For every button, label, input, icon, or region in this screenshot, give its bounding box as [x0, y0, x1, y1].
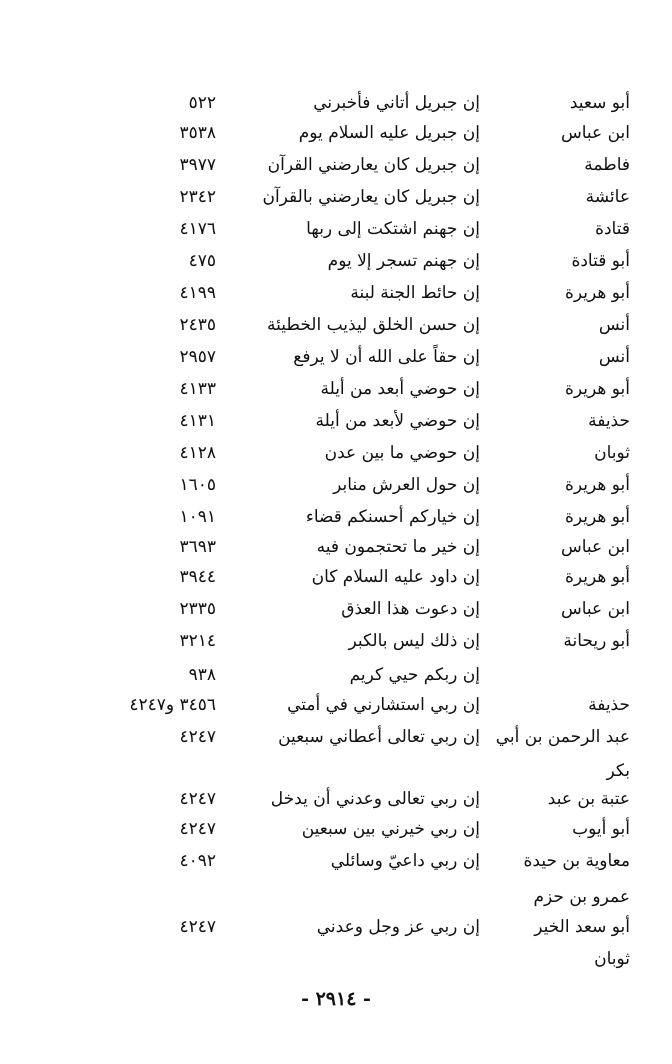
hadith-opening: إن حوضي لأبعد من أيلة	[315, 411, 480, 431]
page-number: - ٢٩١٤ -	[301, 988, 371, 1010]
hadith-opening: إن داود عليه السلام كان	[311, 567, 480, 587]
narrator-name: ابن عباس	[560, 123, 630, 143]
index-entry	[0, 532, 672, 562]
narrator-name: أبو قتادة	[571, 251, 630, 271]
hadith-opening: إن ربي داعيّ وسائلي	[330, 851, 480, 871]
index-entry	[0, 406, 672, 436]
hadith-number: ٣٩٤٤	[179, 567, 216, 587]
narrator-name: عمرو بن حزم	[533, 887, 630, 907]
index-entry	[0, 88, 672, 118]
index-entry	[0, 342, 672, 372]
hadith-opening: إن حائط الجنة لبنة	[350, 283, 480, 303]
hadith-opening: إن حول العرش منابر	[333, 475, 480, 495]
index-entry	[0, 690, 672, 720]
hadith-opening: إن جبريل كان يعارضني القرآن	[267, 155, 480, 175]
hadith-number: ٣٦٩٣	[179, 537, 216, 557]
narrator-name: أبو هريرة	[564, 507, 630, 527]
narrator-name: ثوبان	[594, 443, 630, 463]
hadith-number: ٩٣٨	[188, 665, 216, 685]
hadith-opening: إن خير ما تحتجمون فيه	[316, 537, 480, 557]
hadith-opening: إن جهنم تسجر إلا يوم	[327, 251, 480, 271]
hadith-number: ٤٢٤٧	[179, 789, 216, 809]
narrator-name: معاوية بن حيدة	[523, 851, 630, 871]
narrator-name: أنس	[598, 315, 630, 335]
hadith-opening: إن حسن الخلق ليذيب الخطيئة	[267, 315, 480, 335]
hadith-number: ٤١٣٣	[179, 379, 216, 399]
narrator-name: أبو أيوب	[572, 819, 630, 839]
hadith-opening: إن ربي استشارني في أمتي	[287, 695, 480, 715]
hadith-opening: إن حقاً على الله أن لا يرفع	[293, 347, 480, 367]
index-entry	[0, 214, 672, 244]
index-entry	[0, 118, 672, 148]
hadith-number: ٤١٢٨	[179, 443, 216, 463]
narrator-name: أبو هريرة	[564, 379, 630, 399]
index-entry	[0, 944, 672, 974]
narrator-name: قتادة	[595, 219, 630, 239]
narrator-name: حذيفة	[588, 695, 630, 715]
hadith-opening: إن جبريل أتاني فأخبرني	[313, 93, 480, 113]
hadith-opening: إن ربكم حيي كريم	[349, 665, 480, 685]
hadith-opening: إن دعوت هذا العذق	[341, 599, 480, 619]
narrator-name: عائشة	[585, 187, 630, 207]
hadith-number: ٤٢٤٧	[179, 819, 216, 839]
narrator-name: عتبة بن عبد	[547, 789, 630, 809]
index-entry	[0, 150, 672, 180]
index-entry	[0, 182, 672, 212]
narrator-name: أنس	[598, 347, 630, 367]
hadith-opening: إن جبريل كان يعارضني بالقرآن	[262, 187, 480, 207]
index-entry	[0, 594, 672, 624]
narrator-name: عبد الرحمن بن أبي	[495, 727, 630, 747]
index-entry	[0, 846, 672, 876]
hadith-number: ٤١٣١	[179, 411, 216, 431]
narrator-name: أبو سعيد	[569, 93, 630, 113]
hadith-number: ١٦٠٥	[179, 475, 216, 495]
narrator-name: أبو هريرة	[564, 283, 630, 303]
hadith-number: ٢٣٤٢	[179, 187, 216, 207]
index-entry	[0, 562, 672, 592]
hadith-number: ٢٣٣٥	[179, 599, 216, 619]
hadith-number: ٤٠٩٢	[179, 851, 216, 871]
hadith-opening: إن ربي خيرني بين سبعين	[301, 819, 480, 839]
narrator-name: أبو ريحانة	[563, 631, 630, 651]
hadith-opening: إن حوضي ما بين عدن	[324, 443, 480, 463]
index-entry	[0, 310, 672, 340]
index-entry	[0, 374, 672, 404]
hadith-number: ٣٤٥٦ و٤٢٤٧	[129, 695, 216, 715]
hadith-number: ٤٢٤٧	[179, 917, 216, 937]
index-entry	[0, 912, 672, 942]
narrator-name: بكر	[606, 761, 630, 781]
hadith-number: ٤٢٤٧	[179, 727, 216, 747]
index-entry	[0, 502, 672, 532]
hadith-opening: إن حوضي أبعد من أيلة	[320, 379, 480, 399]
hadith-opening: إن ذلك ليس بالكبر	[348, 631, 480, 651]
index-entry	[0, 814, 672, 844]
index-entry	[0, 626, 672, 656]
index-entry	[0, 246, 672, 276]
narrator-name: ثوبان	[594, 949, 630, 969]
hadith-opening: إن جبريل عليه السلام يوم	[298, 123, 480, 143]
hadith-opening: إن جهنم اشتكت إلى ربها	[306, 219, 480, 239]
index-entry	[0, 882, 672, 912]
hadith-number: ٣٢١٤	[179, 631, 216, 651]
index-entry	[0, 784, 672, 814]
index-entry	[0, 438, 672, 468]
hadith-opening: إن ربي تعالى وعدني أن يدخل	[270, 789, 480, 809]
narrator-name: حذيفة	[588, 411, 630, 431]
hadith-number: ٢٩٥٧	[179, 347, 216, 367]
index-entry	[0, 278, 672, 308]
narrator-name: ابن عباس	[560, 599, 630, 619]
hadith-number: ٤١٩٩	[179, 283, 216, 303]
hadith-opening: إن ربي تعالى أعطاني سبعين	[278, 727, 480, 747]
hadith-number: ٥٢٢	[188, 93, 216, 113]
index-entry	[0, 660, 672, 690]
hadith-number: ١٠٩١	[179, 507, 216, 527]
index-entry	[0, 756, 672, 786]
hadith-number: ٤١٧٦	[179, 219, 216, 239]
hadith-number: ٢٤٣٥	[179, 315, 216, 335]
narrator-name: فاطمة	[584, 155, 630, 175]
narrator-name: أبو هريرة	[564, 475, 630, 495]
hadith-number: ٣٩٧٧	[179, 155, 216, 175]
index-entry	[0, 470, 672, 500]
narrator-name: أبو هريرة	[564, 567, 630, 587]
hadith-number: ٣٥٣٨	[179, 123, 216, 143]
narrator-name: ابن عباس	[560, 537, 630, 557]
index-entry	[0, 722, 672, 752]
hadith-number: ٤٧٥	[188, 251, 216, 271]
hadith-opening: إن ربي عز وجل وعدني	[316, 917, 480, 937]
hadith-opening: إن خياركم أحسنكم قضاء	[305, 507, 480, 527]
narrator-name: أبو سعد الخير	[534, 917, 630, 937]
